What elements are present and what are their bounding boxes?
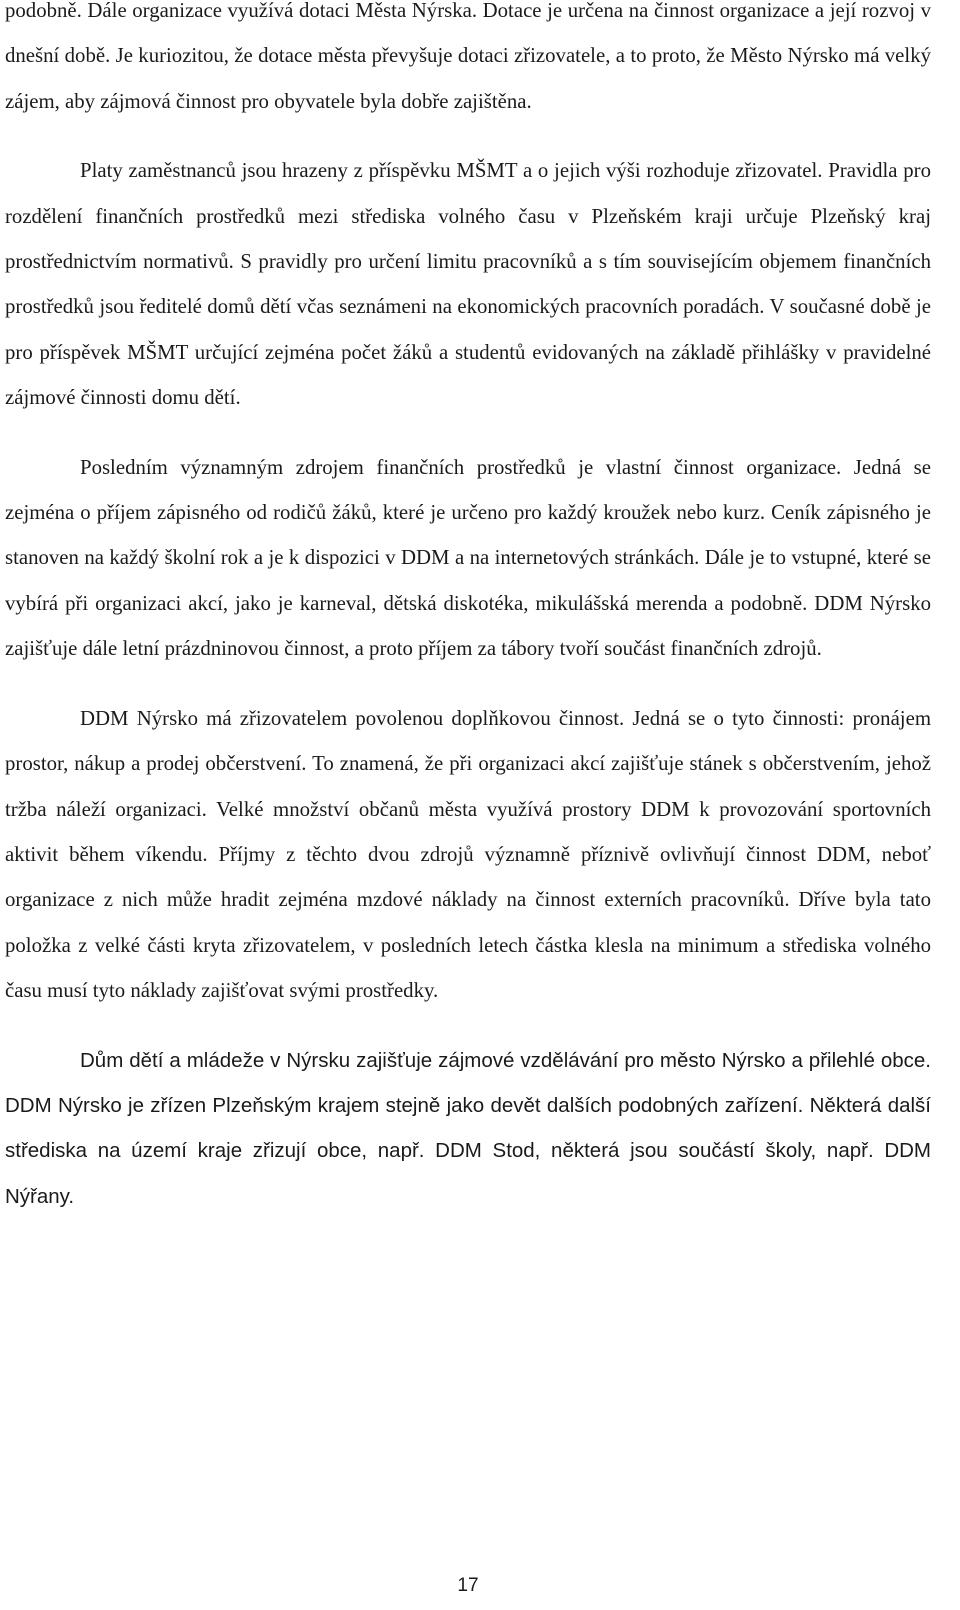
paragraph-funding-city-grant: podobně. Dále organizace využívá dotaci Města Nýrska. Dotace je určena na činnost organizace a její rozvoj v dnešní době. Je kuriozitou, že dotace města převyšuje dotaci zřizovatele, a to proto, že Město Nýrsko má velký zájem, aby zájmová činnost pro obyvatele byla dobře zajištěna. — [5, 0, 931, 113]
paragraph-supplementary-activity: DDM Nýrsko má zřizovatelem povolenou doplňkovou činnost. Jedná se o tyto činnosti: pronájem prostor, nákup a prodej občerstvení. To znamená, že při organizaci akcí zajišťuje stánek s občerstvením, jehož tržba náleží organizaci. Velké množství občanů města využívá prostory DDM k provozování sportovních aktivit během víkendu. Příjmy z těchto dvou zdrojů významně příznivě ovlivňují činnost DDM, neboť organizace z nich může hradit zejména mzdové náklady na činnost externích pracovníků. Dříve byla tato položka z velké části kryta zřizovatelem, v posledních letech částka klesla na minimum a střediska volného času musí tyto náklady zajišťovat svými prostředky. — [5, 706, 931, 1003]
paragraph-ddm-overview: Dům dětí a mládeže v Nýrsku zajišťuje zájmové vzdělávání pro město Nýrsko a přilehlé obce. DDM Nýrsko je zřízen Plzeňským krajem stejně jako devět dalších podobných zařízení. Některá další střediska na území kraje zřizují obce, např. DDM Stod, některá jsou součástí školy, např. DDM Nýřany. — [5, 1048, 931, 1208]
page-number: 17 — [457, 1575, 479, 1596]
paragraph-own-activity-income: Posledním významným zdrojem finančních prostředků je vlastní činnost organizace. Jedná se zejména o příjem zápisného od rodičů žáků, které je určeno pro každý kroužek nebo kurz. Ceník zápisného je stanoven na každý školní rok a je k dispozici v DDM a na internetových stránkách. Dále je to vstupné, které se vybírá při organizaci akcí, jako je karneval, dětská diskotéka, mikulášská merenda a podobně. DDM Nýrsko zajišťuje dále letní prázdninovou činnost, a proto příjem za tábory tvoří součást finančních zdrojů. — [5, 455, 931, 661]
document-body — [5, 0, 931, 1243]
paragraph-staff-salaries: Platy zaměstnanců jsou hrazeny z příspěvku MŠMT a o jejich výši rozhoduje zřizovatel. Pravidla pro rozdělení finančních prostředků mezi střediska volného času v Plzeňském kraji určuje Plzeňský kraj prostřednictvím normativů. S pravidly pro určení limitu pracovníků a s tím souvisejícím objemem finančních prostředků jsou ředitelé domů dětí včas seznámeni na ekonomických pracovních poradách. V současné době je pro příspěvek MŠMT určující zejména počet žáků a studentů evidovaných na základě přihlášky v pravidelné zájmové činnosti domu dětí. — [5, 159, 931, 410]
